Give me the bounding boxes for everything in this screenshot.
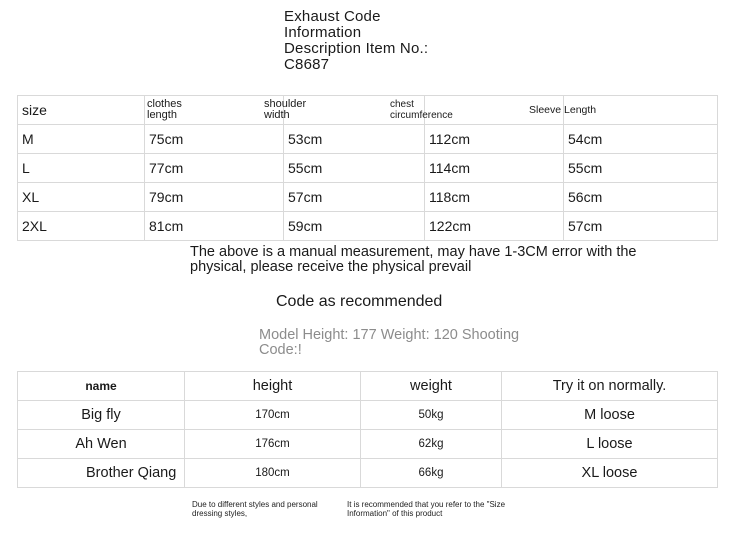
model-height-cell: 176cm: [185, 430, 361, 459]
clothes-length-cell: 77cm: [145, 154, 284, 183]
model-weight-cell: 66kg: [361, 459, 502, 488]
title-line-3: Description Item No.:: [284, 40, 429, 57]
size-table: [17, 95, 718, 241]
model-fit-cell: L loose: [502, 430, 718, 459]
model-weight-cell: 62kg: [361, 430, 502, 459]
footnote-right: It is recommended that you refer to the "Size Information" of this product: [347, 500, 506, 518]
header-shoulder-width: shoulder width: [284, 96, 425, 125]
clothes-length-cell: 79cm: [145, 183, 284, 212]
header-fit: Try it on normally.: [502, 372, 718, 401]
header-name: name: [18, 372, 185, 401]
table-row: [18, 212, 718, 241]
shoulder-width-cell: 53cm: [284, 125, 425, 154]
model-fit-cell: M loose: [502, 401, 718, 430]
size-cell: XL: [18, 183, 145, 212]
item-number: C8687: [284, 56, 330, 73]
table-row: [18, 154, 718, 183]
table-row: [18, 459, 718, 488]
size-cell: 2XL: [18, 212, 145, 241]
model-height-cell: 180cm: [185, 459, 361, 488]
recommend-heading: Code as recommended: [276, 293, 443, 310]
header-weight: weight: [361, 372, 502, 401]
size-cell: M: [18, 125, 145, 154]
sleeve-length-cell: 56cm: [564, 183, 718, 212]
shoulder-width-cell: 57cm: [284, 183, 425, 212]
model-name-cell: Big fly: [18, 401, 185, 430]
model-weight-cell: 50kg: [361, 401, 502, 430]
model-fit-cell: XL loose: [502, 459, 718, 488]
table-row: [18, 430, 718, 459]
table-row: [18, 401, 718, 430]
size-table-header: [18, 96, 718, 125]
chest-cell: 112cm: [425, 125, 564, 154]
measurement-note: The above is a manual measurement, may have 1-3CM error with the physical, please receive the physical prevail: [190, 244, 637, 275]
model-info: Model Height: 177 Weight: 120 Shooting Code:!: [259, 327, 520, 358]
chest-cell: 118cm: [425, 183, 564, 212]
table-row: [18, 183, 718, 212]
title-line-1: Exhaust Code: [284, 8, 381, 25]
chest-cell: 122cm: [425, 212, 564, 241]
shoulder-width-cell: 55cm: [284, 154, 425, 183]
model-height-cell: 170cm: [185, 401, 361, 430]
model-table-header: [18, 372, 718, 401]
sleeve-length-cell: 54cm: [564, 125, 718, 154]
title-line-2: Information: [284, 24, 362, 41]
chest-cell: 114cm: [425, 154, 564, 183]
model-name-cell: Ah Wen: [18, 430, 185, 459]
table-row: [18, 125, 718, 154]
product-title: [284, 9, 504, 73]
header-clothes-length: clothes length: [145, 96, 284, 125]
footnote-left: Due to different styles and personal dressing styles,: [192, 500, 318, 518]
header-size: size: [18, 96, 145, 125]
sleeve-length-cell: 55cm: [564, 154, 718, 183]
header-sleeve-length: Sleeve Length: [564, 96, 718, 125]
header-height: height: [185, 372, 361, 401]
shoulder-width-cell: 59cm: [284, 212, 425, 241]
size-cell: L: [18, 154, 145, 183]
sleeve-length-cell: 57cm: [564, 212, 718, 241]
header-chest-circumference: chest circumference: [425, 96, 564, 125]
clothes-length-cell: 75cm: [145, 125, 284, 154]
model-table: [17, 371, 718, 488]
clothes-length-cell: 81cm: [145, 212, 284, 241]
model-name-cell: Brother Qiang: [18, 459, 185, 488]
